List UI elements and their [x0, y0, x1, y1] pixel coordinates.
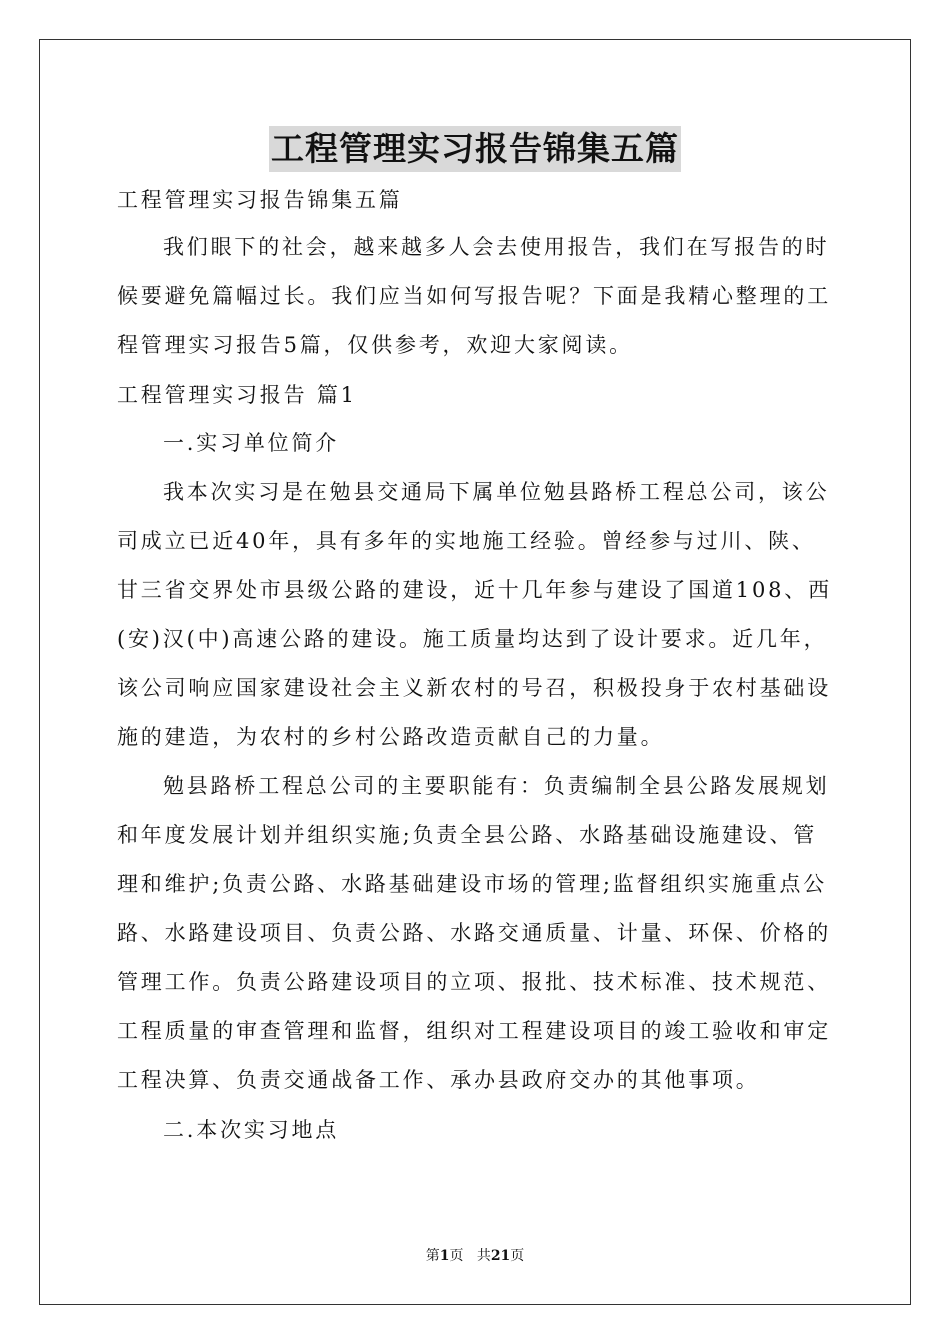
paragraph-line: (安)汉(中)高速公路的建设。施工质量均达到了设计要求。近几年， [117, 627, 828, 651]
paragraph-line: 工程质量的审查管理和监督，组织对工程建设项目的竣工验收和审定 [117, 1019, 831, 1043]
paragraph-company-duties [117, 762, 833, 1105]
intro-paragraph [117, 223, 833, 370]
document-body [117, 177, 833, 1153]
paragraph-line: 理和维护;负责公路、水路基础建设市场的管理;监督组织实施重点公 [117, 872, 827, 896]
page-total-unit: 页 [510, 1248, 525, 1264]
paragraph-line: 施的建造，为农村的乡村公路改造贡献自己的力量。 [117, 725, 665, 749]
intro-line: 候要避免篇幅过长。我们应当如何写报告呢？下面是我精心整理的工 [117, 284, 831, 308]
title-container [0, 126, 950, 172]
page-number-prefix: 第 [425, 1248, 440, 1264]
paragraph-line: 路、水路建设项目、负责公路、水路交通质量、计量、环保、价格的 [117, 921, 831, 945]
page-total-prefix: 共 [476, 1248, 491, 1264]
paragraph-line: 勉县路桥工程总公司的主要职能有：负责编制全县公路发展规划 [163, 774, 830, 798]
paragraph-line: 该公司响应国家建设社会主义新农村的号召，积极投身于农村基础设 [117, 676, 831, 700]
intro-line: 我们眼下的社会，越来越多人会去使用报告，我们在写报告的时 [163, 235, 830, 259]
paragraph-line: 甘三省交界处市县级公路的建设，近十几年参与建设了国道108、西 [117, 578, 832, 602]
paragraph-line: 管理工作。负责公路建设项目的立项、报批、技术标准、技术规范、 [117, 970, 831, 994]
paragraph-line: 工程决算、负责交通战备工作、承办县政府交办的其他事项。 [117, 1068, 760, 1092]
page-footer [0, 1246, 950, 1266]
paragraph-line: 和年度发展计划并组织实施;负责全县公路、水路基础设施建设、管 [117, 823, 818, 847]
page-number-unit: 页 [449, 1248, 464, 1264]
paragraph-line: 我本次实习是在勉县交通局下属单位勉县路桥工程总公司，该公 [163, 480, 830, 504]
document-title: 工程管理实习报告锦集五篇 [269, 126, 681, 172]
page-number-current: 1 [439, 1248, 450, 1264]
section-heading: 工程管理实习报告 篇1 [117, 383, 357, 407]
subsection-heading: 一.实习单位简介 [163, 431, 340, 455]
paragraph-line: 司成立已近40年，具有多年的实地施工经验。曾经参与过川、陕、 [117, 529, 816, 553]
document-subtitle: 工程管理实习报告锦集五篇 [117, 188, 403, 212]
intro-line: 程管理实习报告5篇，仅供参考，欢迎大家阅读。 [117, 333, 633, 357]
paragraph-company-intro [117, 468, 833, 762]
page-number-total: 21 [490, 1248, 511, 1264]
subsection-heading: 二.本次实习地点 [163, 1118, 340, 1142]
